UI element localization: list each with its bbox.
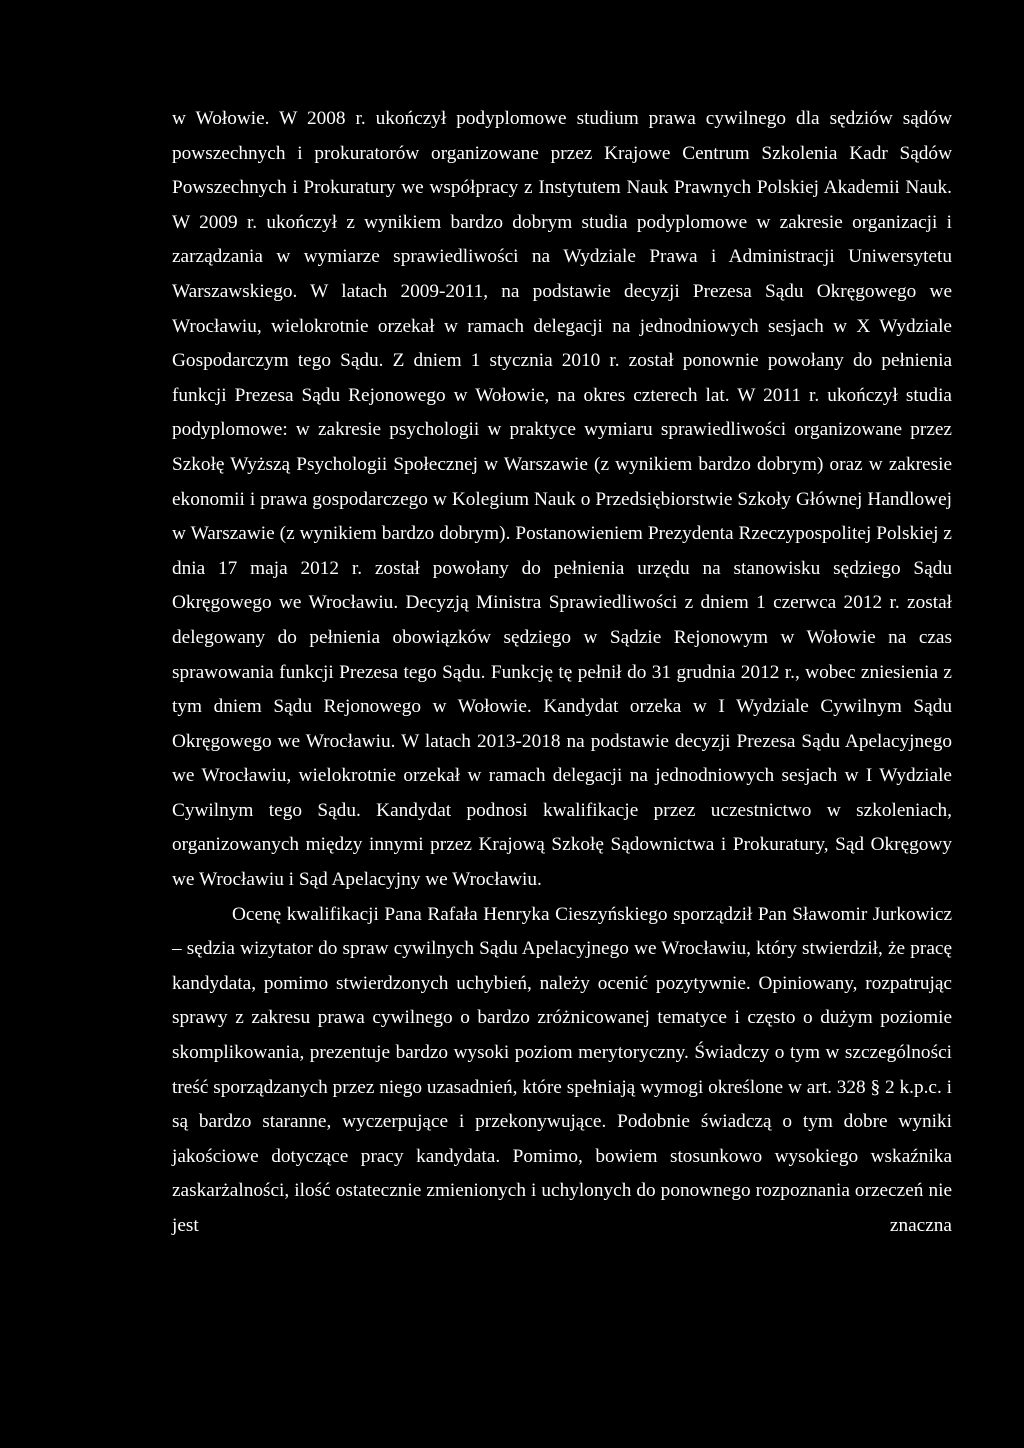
document-page bbox=[172, 102, 952, 1244]
paragraph-career-history: w Wołowie. W 2008 r. ukończył podyplomowe studium prawa cywilnego dla sędziów sądów powszechnych i prokuratorów organizowane przez Krajowe Centrum Szkolenia Kadr Sądów Powszechnych i Prokuratury we współpracy z Instytutem Nauk Prawnych Polskiej Akademii Nauk. W 2009 r. ukończył z wynikiem bardzo dobrym studia podyplomowe w zakresie organizacji i zarządzania w wymiarze sprawiedliwości na Wydziale Prawa i Administracji Uniwersytetu Warszawskiego. W latach 2009-2011, na podstawie decyzji Prezesa Sądu Okręgowego we Wrocławiu, wielokrotnie orzekał w ramach delegacji na jednodniowych sesjach w X Wydziale Gospodarczym tego Sądu. Z dniem 1 stycznia 2010 r. został ponownie powołany do pełnienia funkcji Prezesa Sądu Rejonowego w Wołowie, na okres czterech lat. W 2011 r. ukończył studia podyplomowe: w zakresie psychologii w praktyce wymiaru sprawiedliwości organizowane przez Szkołę Wyższą Psychologii Społecznej w Warszawie (z wynikiem bardzo dobrym) oraz w zakresie ekonomii i prawa gospodarczego w Kolegium Nauk o Przedsiębiorstwie Szkoły Głównej Handlowej w Warszawie (z wynikiem bardzo dobrym). Postanowieniem Prezydenta Rzeczypospolitej Polskiej z dnia 17 maja 2012 r. został powołany do pełnienia urzędu na stanowisku sędziego Sądu Okręgowego we Wrocławiu. Decyzją Ministra Sprawiedliwości z dniem 1 czerwca 2012 r. został delegowany do pełnienia obowiązków sędziego w Sądzie Rejonowym w Wołowie na czas sprawowania funkcji Prezesa tego Sądu. Funkcję tę pełnił do 31 grudnia 2012 r., wobec zniesienia z tym dniem Sądu Rejonowego w Wołowie. Kandydat orzeka w I Wydziale Cywilnym Sądu Okręgowego we Wrocławiu. W latach 2013-2018 na podstawie decyzji Prezesa Sądu Apelacyjnego we Wrocławiu, wielokrotnie orzekał w ramach delegacji na jednodniowych sesjach w I Wydziale Cywilnym tego Sądu. Kandydat podnosi kwalifikacje przez uczestnictwo w szkoleniach, organizowanych między innymi przez Krajową Szkołę Sądownictwa i Prokuratury, Sąd Okręgowy we Wrocławiu i Sąd Apelacyjny we Wrocławiu. bbox=[172, 108, 952, 891]
paragraph-qualification-assessment: Ocenę kwalifikacji Pana Rafała Henryka Cieszyńskiego sporządził Pan Sławomir Jurkowicz – sędzia wizytator do spraw cywilnych Sądu Apelacyjnego we Wrocławiu, który stwierdził, że pracę kandydata, pomimo stwierdzonych uchybień, należy ocenić pozytywnie. Opiniowany, rozpatrując sprawy z zakresu prawa cywilnego o bardzo zróżnicowanej tematyce i często o dużym poziomie skomplikowania, prezentuje bardzo wysoki poziom merytoryczny. Świadczy o tym w szczególności treść sporządzanych przez niego uzasadnień, które spełniają wymogi określone w art. 328 § 2 k.p.c. i są bardzo staranne, wyczerpujące i przekonywujące. Podobnie świadczą o tym dobre wyniki jakościowe dotyczące pracy kandydata. Pomimo, bowiem stosunkowo wysokiego wskaźnika zaskarżalności, ilość ostatecznie zmienionych i uchylonych do ponownego rozpoznania orzeczeń nie jest znaczna bbox=[172, 903, 952, 1236]
